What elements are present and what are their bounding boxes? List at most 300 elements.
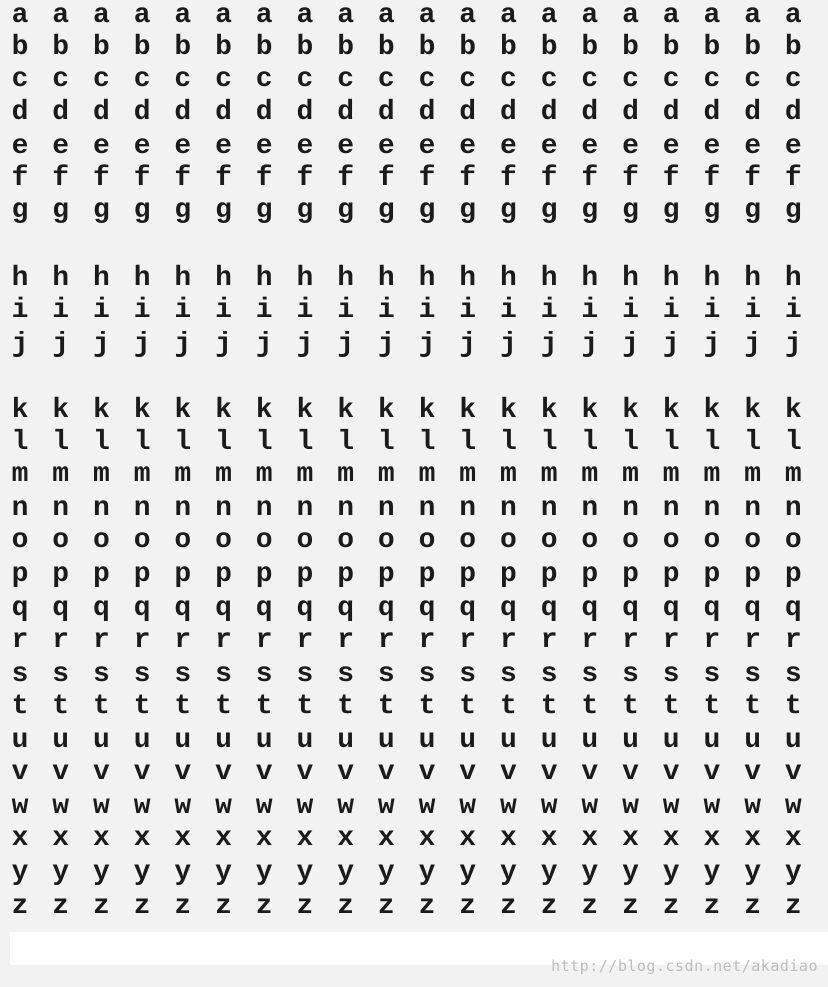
letter-d: d bbox=[174, 97, 192, 128]
letter-r: r bbox=[52, 625, 70, 656]
letter-t: t bbox=[581, 691, 599, 722]
letter-y: y bbox=[377, 857, 395, 888]
letter-b: b bbox=[215, 32, 232, 63]
letter-z: z bbox=[174, 891, 192, 922]
letter-e: e bbox=[52, 131, 70, 162]
letter-v: v bbox=[418, 757, 436, 788]
letter-u: u bbox=[174, 725, 192, 756]
letter-w: w bbox=[499, 791, 517, 822]
letter-x: x bbox=[622, 823, 639, 854]
letter-h: h bbox=[622, 263, 639, 294]
letter-z: z bbox=[11, 891, 29, 922]
letter-t: t bbox=[459, 691, 477, 722]
letter-q: q bbox=[540, 593, 558, 624]
letter-j: j bbox=[703, 329, 721, 360]
letter-n: n bbox=[459, 493, 477, 524]
letter-z: z bbox=[540, 891, 558, 922]
letter-h: h bbox=[296, 263, 314, 294]
letter-r: r bbox=[581, 625, 599, 656]
letter-m: m bbox=[418, 459, 436, 490]
letter-e: e bbox=[337, 131, 354, 162]
letter-s: s bbox=[581, 659, 599, 690]
letter-j: j bbox=[296, 329, 314, 360]
letter-u: u bbox=[11, 725, 29, 756]
letter-k: k bbox=[296, 395, 314, 426]
letter-o: o bbox=[133, 525, 151, 556]
letter-k: k bbox=[11, 395, 29, 426]
letter-l: l bbox=[581, 427, 599, 458]
letter-s: s bbox=[703, 659, 721, 690]
letter-x: x bbox=[662, 823, 680, 854]
letter-t: t bbox=[784, 691, 802, 722]
letter-l: l bbox=[744, 427, 761, 458]
letter-d: d bbox=[499, 97, 517, 128]
letter-v: v bbox=[703, 757, 721, 788]
letter-c: c bbox=[255, 64, 273, 95]
letter-q: q bbox=[622, 593, 639, 624]
letter-q: q bbox=[133, 593, 151, 624]
letter-s: s bbox=[255, 659, 273, 690]
letter-g: g bbox=[174, 195, 192, 226]
letter-r: r bbox=[215, 625, 232, 656]
letter-f: f bbox=[499, 163, 517, 194]
letter-w: w bbox=[377, 791, 395, 822]
letter-o: o bbox=[11, 525, 29, 556]
letter-e: e bbox=[174, 131, 192, 162]
letter-x: x bbox=[174, 823, 192, 854]
letter-w: w bbox=[92, 791, 110, 822]
letter-u: u bbox=[662, 725, 680, 756]
letter-r: r bbox=[744, 625, 761, 656]
letter-w: w bbox=[622, 791, 639, 822]
letter-c: c bbox=[744, 64, 761, 95]
letter-u: u bbox=[337, 725, 354, 756]
letter-m: m bbox=[581, 459, 599, 490]
letter-z: z bbox=[215, 891, 232, 922]
letter-v: v bbox=[92, 757, 110, 788]
letter-d: d bbox=[11, 97, 29, 128]
letter-q: q bbox=[92, 593, 110, 624]
letter-z: z bbox=[499, 891, 517, 922]
letter-p: p bbox=[215, 559, 232, 590]
letter-d: d bbox=[459, 97, 477, 128]
letter-p: p bbox=[296, 559, 314, 590]
letter-q: q bbox=[255, 593, 273, 624]
letter-g: g bbox=[296, 195, 314, 226]
letter-a: a bbox=[581, 0, 599, 31]
letter-z: z bbox=[703, 891, 721, 922]
letter-k: k bbox=[255, 395, 273, 426]
letter-m: m bbox=[52, 459, 70, 490]
letter-k: k bbox=[92, 395, 110, 426]
letter-j: j bbox=[784, 329, 802, 360]
letter-f: f bbox=[174, 163, 192, 194]
letter-p: p bbox=[337, 559, 354, 590]
letter-y: y bbox=[92, 857, 110, 888]
letter-m: m bbox=[784, 459, 802, 490]
letter-h: h bbox=[133, 263, 151, 294]
letter-y: y bbox=[133, 857, 151, 888]
letter-m: m bbox=[296, 459, 314, 490]
letter-x: x bbox=[540, 823, 558, 854]
letter-q: q bbox=[784, 593, 802, 624]
letter-o: o bbox=[622, 525, 639, 556]
letter-y: y bbox=[52, 857, 70, 888]
letter-e: e bbox=[133, 131, 151, 162]
letter-b: b bbox=[540, 32, 558, 63]
letter-s: s bbox=[52, 659, 70, 690]
letter-j: j bbox=[581, 329, 599, 360]
letter-n: n bbox=[296, 493, 314, 524]
letter-v: v bbox=[662, 757, 680, 788]
letter-d: d bbox=[133, 97, 151, 128]
letter-g: g bbox=[92, 195, 110, 226]
letter-t: t bbox=[622, 691, 639, 722]
letter-o: o bbox=[296, 525, 314, 556]
letter-o: o bbox=[744, 525, 761, 556]
letter-v: v bbox=[459, 757, 477, 788]
letter-u: u bbox=[377, 725, 395, 756]
letter-i: i bbox=[11, 295, 29, 326]
letter-a: a bbox=[296, 0, 314, 31]
letter-c: c bbox=[377, 64, 395, 95]
letter-e: e bbox=[499, 131, 517, 162]
letter-v: v bbox=[296, 757, 314, 788]
letter-b: b bbox=[11, 32, 29, 63]
letter-p: p bbox=[255, 559, 273, 590]
letter-a: a bbox=[11, 0, 29, 31]
letter-b: b bbox=[622, 32, 639, 63]
letter-t: t bbox=[377, 691, 395, 722]
letter-n: n bbox=[622, 493, 639, 524]
letter-r: r bbox=[418, 625, 436, 656]
letter-l: l bbox=[52, 427, 70, 458]
letter-r: r bbox=[499, 625, 517, 656]
letter-r: r bbox=[133, 625, 151, 656]
letter-n: n bbox=[11, 493, 29, 524]
letter-s: s bbox=[744, 659, 761, 690]
letter-h: h bbox=[662, 263, 680, 294]
letter-o: o bbox=[784, 525, 802, 556]
letter-l: l bbox=[11, 427, 29, 458]
letter-h: h bbox=[581, 263, 599, 294]
letter-m: m bbox=[255, 459, 273, 490]
letter-x: x bbox=[133, 823, 151, 854]
letter-v: v bbox=[52, 757, 70, 788]
letter-f: f bbox=[133, 163, 151, 194]
letter-i: i bbox=[92, 295, 110, 326]
letter-i: i bbox=[133, 295, 151, 326]
letter-u: u bbox=[52, 725, 70, 756]
letter-b: b bbox=[662, 32, 680, 63]
letter-a: a bbox=[703, 0, 721, 31]
letter-f: f bbox=[703, 163, 721, 194]
letter-e: e bbox=[215, 131, 232, 162]
letter-k: k bbox=[662, 395, 680, 426]
letter-k: k bbox=[581, 395, 599, 426]
letter-s: s bbox=[784, 659, 802, 690]
letter-h: h bbox=[174, 263, 192, 294]
letter-h: h bbox=[215, 263, 232, 294]
letter-y: y bbox=[622, 857, 639, 888]
letter-s: s bbox=[622, 659, 639, 690]
letter-l: l bbox=[499, 427, 517, 458]
letter-o: o bbox=[337, 525, 354, 556]
letter-a: a bbox=[133, 0, 151, 31]
letter-w: w bbox=[52, 791, 70, 822]
letter-a: a bbox=[662, 0, 680, 31]
letter-h: h bbox=[744, 263, 761, 294]
letter-d: d bbox=[662, 97, 680, 128]
letter-y: y bbox=[255, 857, 273, 888]
letter-j: j bbox=[540, 329, 558, 360]
letter-n: n bbox=[662, 493, 680, 524]
letter-k: k bbox=[784, 395, 802, 426]
letter-k: k bbox=[744, 395, 761, 426]
letter-q: q bbox=[499, 593, 517, 624]
letter-n: n bbox=[540, 493, 558, 524]
letter-z: z bbox=[459, 891, 477, 922]
letter-n: n bbox=[418, 493, 436, 524]
letter-n: n bbox=[255, 493, 273, 524]
letter-h: h bbox=[540, 263, 558, 294]
letter-c: c bbox=[52, 64, 70, 95]
letter-d: d bbox=[622, 97, 639, 128]
letter-j: j bbox=[174, 329, 192, 360]
letter-c: c bbox=[784, 64, 802, 95]
letter-q: q bbox=[703, 593, 721, 624]
letter-t: t bbox=[540, 691, 558, 722]
letter-o: o bbox=[459, 525, 477, 556]
letter-d: d bbox=[784, 97, 802, 128]
letter-k: k bbox=[703, 395, 721, 426]
letter-l: l bbox=[174, 427, 192, 458]
letter-y: y bbox=[703, 857, 721, 888]
letter-g: g bbox=[622, 195, 639, 226]
letter-l: l bbox=[215, 427, 232, 458]
letter-p: p bbox=[622, 559, 639, 590]
letter-k: k bbox=[459, 395, 477, 426]
letter-a: a bbox=[540, 0, 558, 31]
letter-l: l bbox=[540, 427, 558, 458]
letter-i: i bbox=[377, 295, 395, 326]
letter-v: v bbox=[540, 757, 558, 788]
letter-z: z bbox=[296, 891, 314, 922]
letter-v: v bbox=[377, 757, 395, 788]
letter-y: y bbox=[174, 857, 192, 888]
letter-e: e bbox=[581, 131, 599, 162]
letter-n: n bbox=[52, 493, 70, 524]
letter-f: f bbox=[418, 163, 436, 194]
letter-n: n bbox=[744, 493, 761, 524]
letter-t: t bbox=[215, 691, 232, 722]
letter-w: w bbox=[133, 791, 151, 822]
letter-f: f bbox=[296, 163, 314, 194]
letter-a: a bbox=[337, 0, 354, 31]
letter-c: c bbox=[459, 64, 477, 95]
letter-n: n bbox=[337, 493, 354, 524]
letter-u: u bbox=[255, 725, 273, 756]
letter-a: a bbox=[52, 0, 70, 31]
watermark-text: http://blog.csdn.net/akadiao bbox=[551, 957, 818, 975]
letter-w: w bbox=[296, 791, 314, 822]
letter-y: y bbox=[296, 857, 314, 888]
letter-e: e bbox=[784, 131, 802, 162]
letter-y: y bbox=[459, 857, 477, 888]
letter-d: d bbox=[215, 97, 232, 128]
letter-r: r bbox=[337, 625, 354, 656]
letter-w: w bbox=[11, 791, 29, 822]
letter-b: b bbox=[581, 32, 599, 63]
letter-m: m bbox=[215, 459, 232, 490]
letter-k: k bbox=[418, 395, 436, 426]
letter-j: j bbox=[92, 329, 110, 360]
letter-e: e bbox=[662, 131, 680, 162]
letter-p: p bbox=[174, 559, 192, 590]
letter-m: m bbox=[662, 459, 680, 490]
letter-z: z bbox=[255, 891, 273, 922]
letter-c: c bbox=[215, 64, 232, 95]
letter-k: k bbox=[133, 395, 151, 426]
letter-e: e bbox=[255, 131, 273, 162]
letter-l: l bbox=[418, 427, 436, 458]
letter-c: c bbox=[622, 64, 639, 95]
letter-s: s bbox=[296, 659, 314, 690]
letter-g: g bbox=[784, 195, 802, 226]
letter-r: r bbox=[703, 625, 721, 656]
letter-z: z bbox=[52, 891, 70, 922]
letter-i: i bbox=[540, 295, 558, 326]
letter-g: g bbox=[52, 195, 70, 226]
letter-g: g bbox=[499, 195, 517, 226]
letter-d: d bbox=[703, 97, 721, 128]
letter-c: c bbox=[92, 64, 110, 95]
letter-s: s bbox=[11, 659, 29, 690]
letter-a: a bbox=[459, 0, 477, 31]
letter-s: s bbox=[459, 659, 477, 690]
letter-i: i bbox=[337, 295, 354, 326]
letter-g: g bbox=[255, 195, 273, 226]
letter-t: t bbox=[662, 691, 680, 722]
letter-m: m bbox=[540, 459, 558, 490]
letter-s: s bbox=[377, 659, 395, 690]
letter-q: q bbox=[662, 593, 680, 624]
letter-t: t bbox=[337, 691, 354, 722]
letter-w: w bbox=[215, 791, 232, 822]
letter-v: v bbox=[337, 757, 354, 788]
letter-d: d bbox=[540, 97, 558, 128]
letter-t: t bbox=[174, 691, 192, 722]
letter-w: w bbox=[174, 791, 192, 822]
letter-p: p bbox=[52, 559, 70, 590]
letter-j: j bbox=[215, 329, 232, 360]
letter-w: w bbox=[459, 791, 477, 822]
letter-i: i bbox=[662, 295, 680, 326]
letter-c: c bbox=[499, 64, 517, 95]
letter-l: l bbox=[662, 427, 680, 458]
letter-o: o bbox=[215, 525, 232, 556]
letter-w: w bbox=[784, 791, 802, 822]
letter-e: e bbox=[744, 131, 761, 162]
letter-u: u bbox=[215, 725, 232, 756]
letter-f: f bbox=[337, 163, 354, 194]
letter-q: q bbox=[377, 593, 395, 624]
letter-g: g bbox=[459, 195, 477, 226]
letter-b: b bbox=[418, 32, 436, 63]
letter-b: b bbox=[784, 32, 802, 63]
letter-a: a bbox=[744, 0, 761, 31]
letter-f: f bbox=[255, 163, 273, 194]
letter-l: l bbox=[337, 427, 354, 458]
letter-j: j bbox=[499, 329, 517, 360]
letter-u: u bbox=[92, 725, 110, 756]
letter-x: x bbox=[459, 823, 477, 854]
letter-d: d bbox=[744, 97, 761, 128]
letter-v: v bbox=[174, 757, 192, 788]
letter-b: b bbox=[377, 32, 395, 63]
letter-r: r bbox=[296, 625, 314, 656]
letter-z: z bbox=[662, 891, 680, 922]
letter-r: r bbox=[540, 625, 558, 656]
letter-e: e bbox=[703, 131, 721, 162]
letter-h: h bbox=[377, 263, 395, 294]
letter-y: y bbox=[784, 857, 802, 888]
letter-d: d bbox=[581, 97, 599, 128]
letter-g: g bbox=[744, 195, 761, 226]
letter-l: l bbox=[784, 427, 802, 458]
letter-p: p bbox=[499, 559, 517, 590]
letter-i: i bbox=[459, 295, 477, 326]
letter-q: q bbox=[215, 593, 232, 624]
letter-n: n bbox=[784, 493, 802, 524]
letter-k: k bbox=[540, 395, 558, 426]
letter-i: i bbox=[499, 295, 517, 326]
letter-f: f bbox=[540, 163, 558, 194]
letter-i: i bbox=[418, 295, 436, 326]
letter-d: d bbox=[52, 97, 70, 128]
letter-x: x bbox=[215, 823, 232, 854]
letter-g: g bbox=[662, 195, 680, 226]
letter-f: f bbox=[622, 163, 639, 194]
letter-b: b bbox=[459, 32, 477, 63]
letter-w: w bbox=[703, 791, 721, 822]
letter-t: t bbox=[499, 691, 517, 722]
letter-k: k bbox=[215, 395, 232, 426]
letter-a: a bbox=[784, 0, 802, 31]
letter-d: d bbox=[377, 97, 395, 128]
letter-j: j bbox=[377, 329, 395, 360]
letter-c: c bbox=[337, 64, 354, 95]
letter-v: v bbox=[581, 757, 599, 788]
letter-b: b bbox=[174, 32, 192, 63]
letter-s: s bbox=[499, 659, 517, 690]
letter-m: m bbox=[11, 459, 29, 490]
letter-a: a bbox=[622, 0, 639, 31]
letter-a: a bbox=[377, 0, 395, 31]
letter-j: j bbox=[133, 329, 151, 360]
letter-b: b bbox=[255, 32, 273, 63]
letter-g: g bbox=[215, 195, 232, 226]
letter-j: j bbox=[744, 329, 761, 360]
letter-s: s bbox=[174, 659, 192, 690]
letter-x: x bbox=[377, 823, 395, 854]
letter-i: i bbox=[784, 295, 802, 326]
letter-s: s bbox=[418, 659, 436, 690]
letter-h: h bbox=[499, 263, 517, 294]
letter-y: y bbox=[540, 857, 558, 888]
letter-n: n bbox=[92, 493, 110, 524]
letter-q: q bbox=[744, 593, 761, 624]
